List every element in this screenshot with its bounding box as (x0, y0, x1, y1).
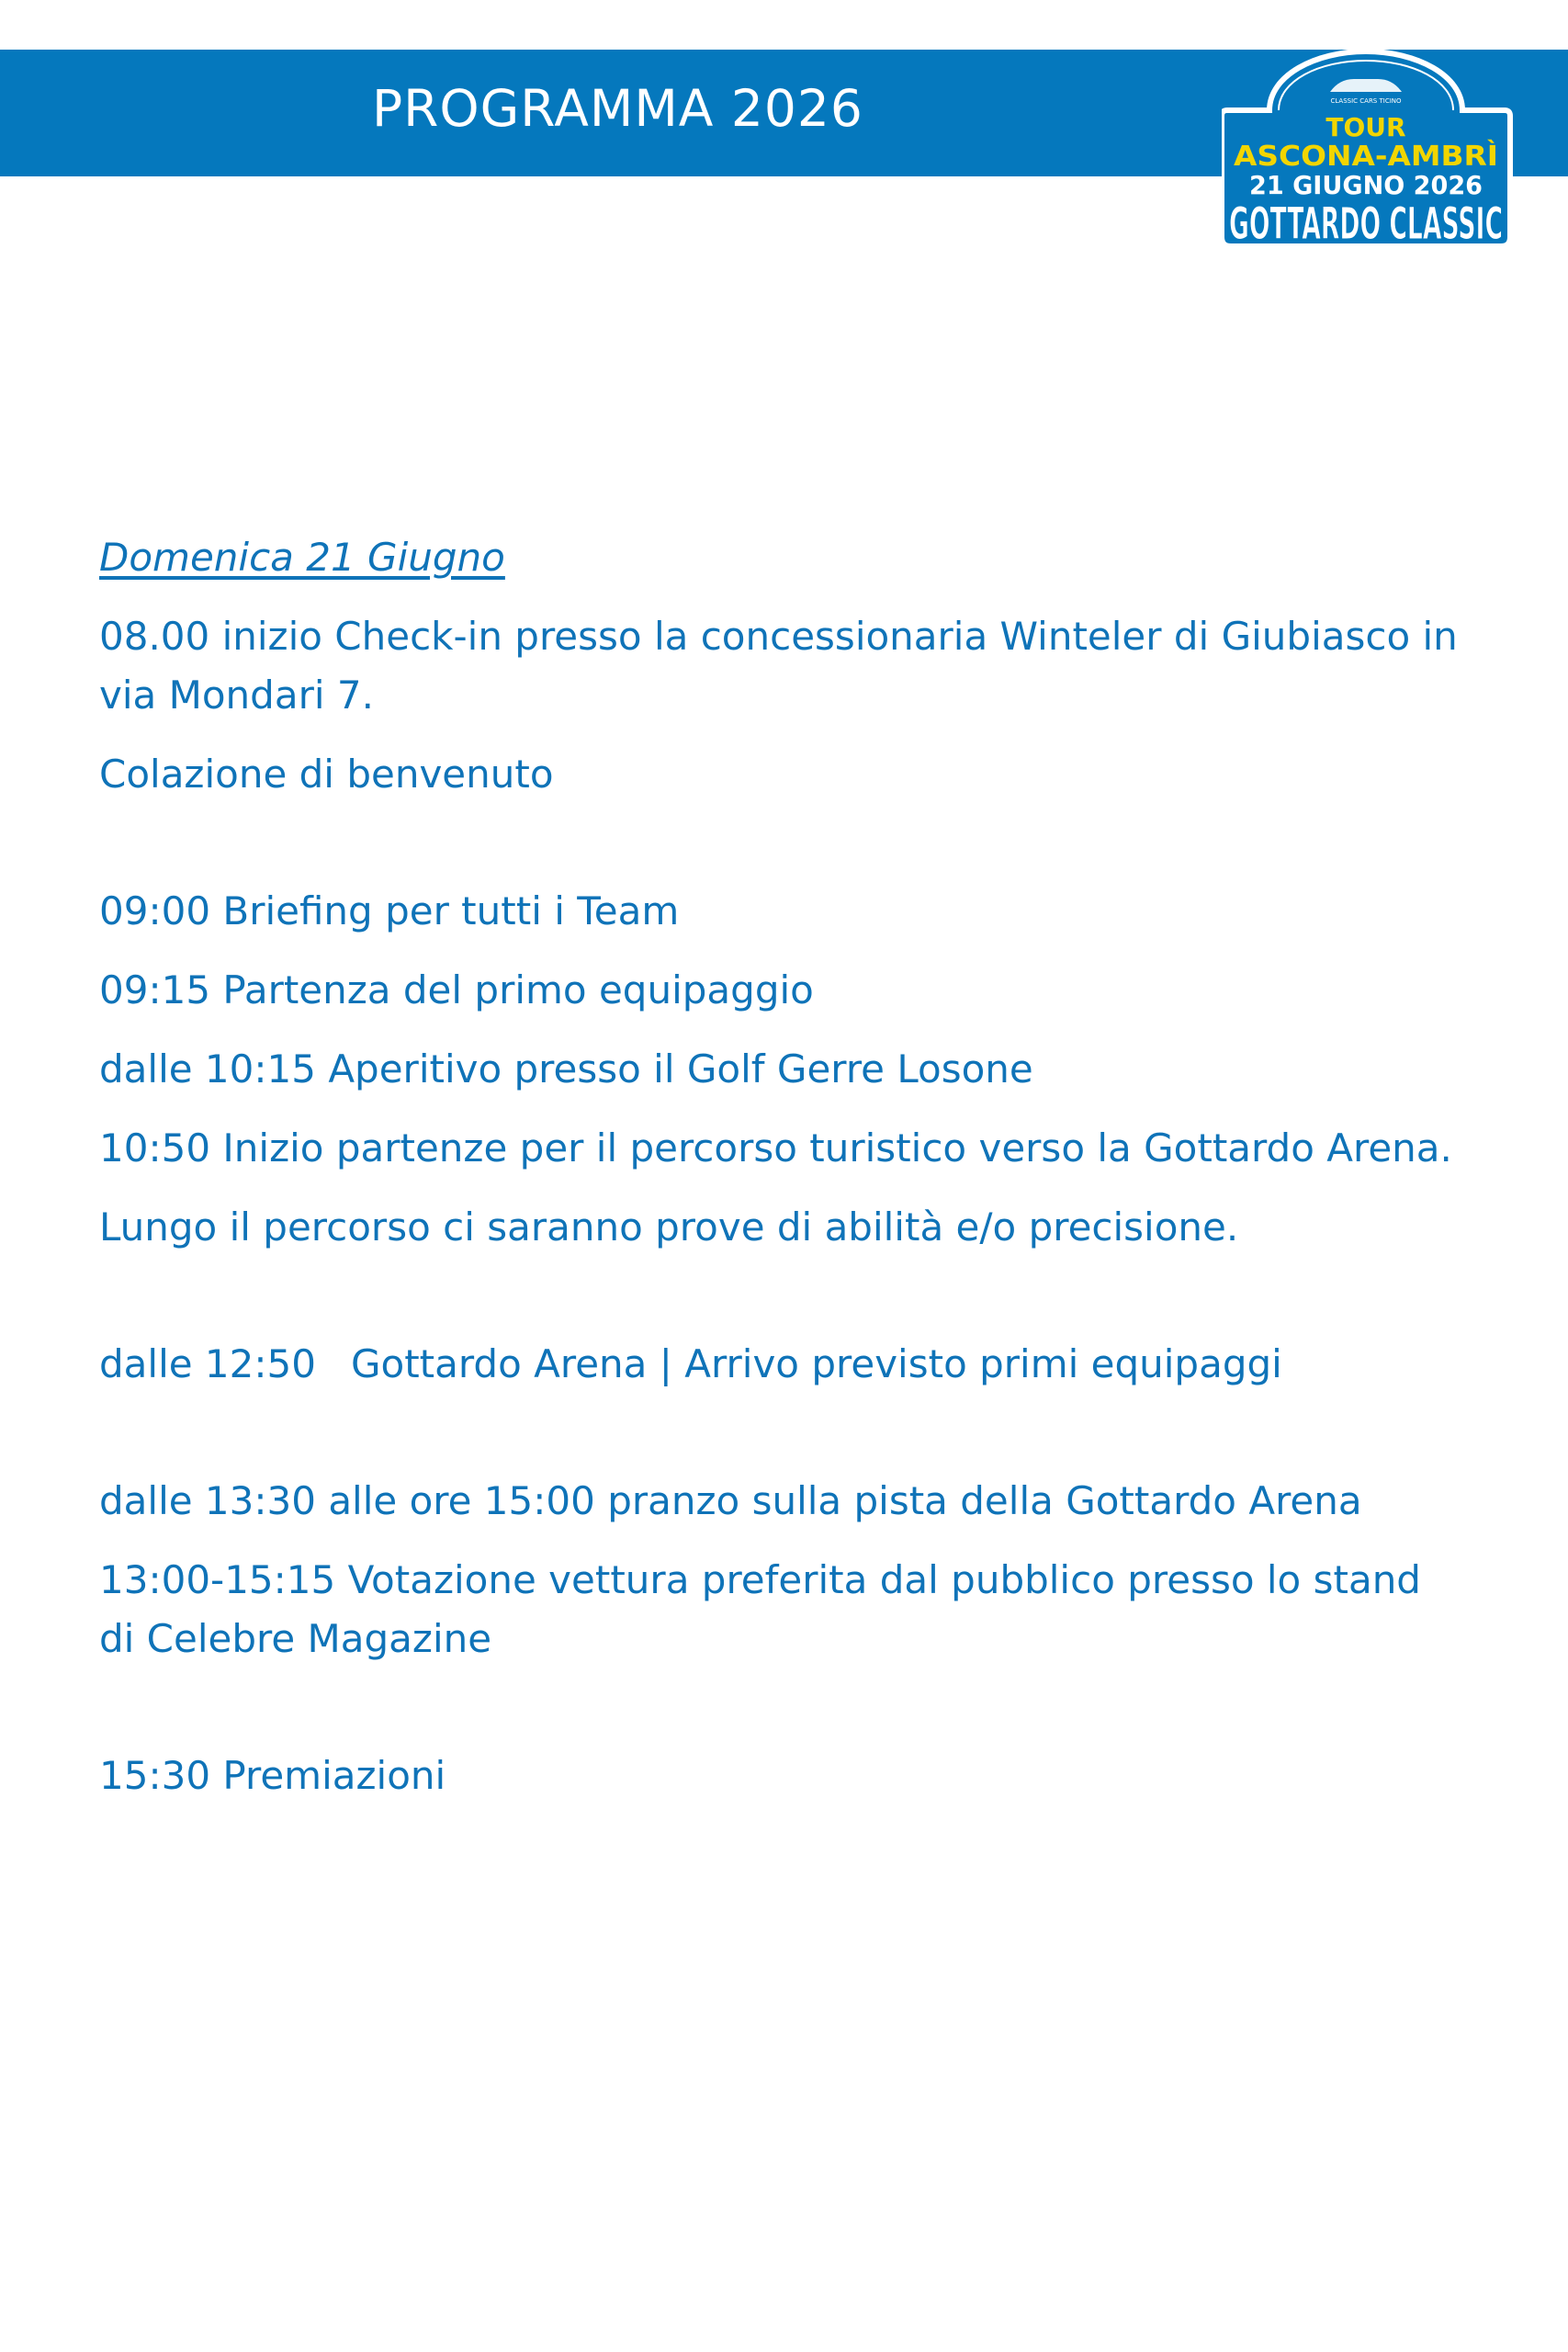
logo-route: ASCONA-AMBRÌ (1234, 141, 1476, 173)
breakfast-item: Colazione di benvenuto (99, 752, 554, 797)
lunch-item: dalle 13:30 alle ore 15:00 pranzo sulla pista della Gottardo Arena (99, 1478, 1362, 1523)
logo-organizer: CLASSIC CARS TICINO (1330, 97, 1402, 105)
arrival-item (99, 1335, 1459, 1394)
vote-line-1: 13:00-15:15 Votazione vettura preferita dal pubblico presso lo stand (99, 1557, 1421, 1602)
awards-item: 15:30 Premiazioni (99, 1753, 446, 1798)
aperitivo-item: dalle 10:15 Aperitivo presso il Golf Gerre Losone (99, 1046, 1033, 1091)
departures-item: 10:50 Inizio partenze per il percorso turistico verso la Gottardo Arena. (99, 1125, 1452, 1170)
arrival-time: dalle 12:50 (99, 1341, 316, 1386)
first-departure-item: 09:15 Partenza del primo equipaggio (99, 967, 814, 1012)
program-day: Domenica 21 Giugno (99, 535, 505, 580)
program-content (99, 528, 1459, 1805)
arrival-text: Gottardo Arena | Arrivo previsto primi equipaggi (350, 1341, 1282, 1386)
logo-tour: TOUR (1325, 112, 1406, 142)
logo-date: 21 GIUGNO 2026 (1249, 170, 1483, 200)
checkin-line-2: via Mondari 7. (99, 673, 374, 718)
briefing-item: 09:00 Briefing per tutti i Team (99, 888, 680, 933)
checkin-line-1: 08.00 inizio Check-in presso la concessionaria Winteler di Giubiasco in (99, 614, 1458, 659)
page-title: PROGRAMMA 2026 (372, 79, 863, 138)
vote-line-2: di Celebre Magazine (99, 1616, 492, 1661)
tests-item: Lungo il percorso ci saranno prove di abilità e/o precisione. (99, 1204, 1239, 1250)
gottardo-classic-logo (1222, 48, 1525, 248)
logo-name: GOTTARDO CLASSIC (1229, 198, 1503, 248)
